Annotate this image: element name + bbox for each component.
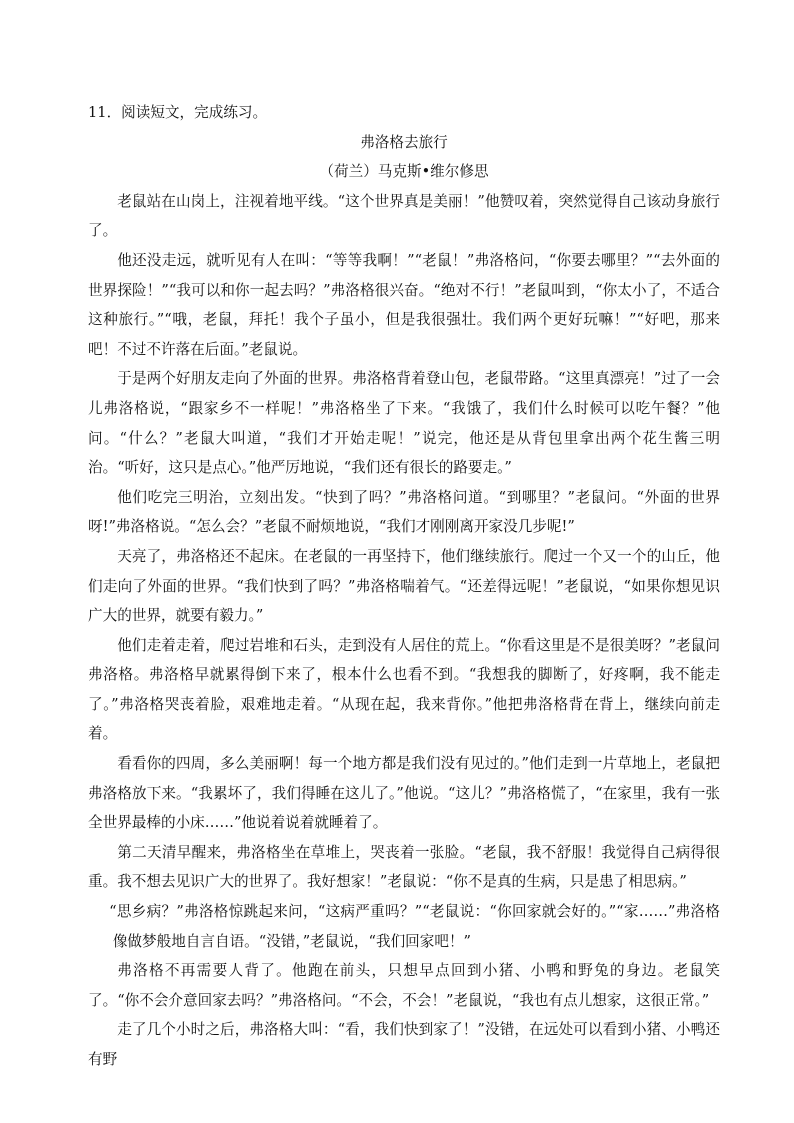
paragraph-11: 走了几个小时之后，弗洛格大叫：“看，我们快到家了！”没错，在远处可以看到小猪、小鸭还有野 <box>88 1021 720 1068</box>
paragraph-8: 第二天清早醒来，弗洛格坐在草堆上，哭丧着一张脸。“老鼠，我不舒服！我觉得自己病得很重。我不想去见识广大的世界了。我好想家！”老鼠说：“你不是真的生病，只是患了相思病。” <box>88 843 720 891</box>
paragraph-3: 于是两个好朋友走向了外面的世界。弗洛格背着登山包，老鼠带路。“这里真漂亮！”过了一会儿弗洛格说，“跟家乡不一样呢！”弗洛格坐了下来。“我饿了，我们什么时候可以吃午餐？”他问。“什么？”老鼠大叫道，“我们才开始走呢！”说完，他还是从背包里拿出两个花生酱三明治。“听好，这只是点心。”他严厉地说，“我们还有很长的路要走。” <box>88 370 720 477</box>
paragraph-5: 天亮了，弗洛格还不起床。在老鼠的一再坚持下，他们继续旅行。爬过一个又一个的山丘，他们走向了外面的世界。“我们快到了吗？”弗洛格喘着气。“还差得远呢！”老鼠说，“如果你想见识广大的世界，就要有毅力。” <box>88 547 720 625</box>
paragraph-10: 弗洛格不再需要人背了。他跑在前头，只想早点回到小猪、小鸭和野兔的身边。老鼠笑了。“你不会介意回家去吗？”弗洛格问。“不会，不会！”老鼠说，“我也有点儿想家，这很正常。” <box>88 962 720 1009</box>
paragraph-7: 看看你的四周，多么美丽啊！每一个地方都是我们没有见过的。”他们走到一片草地上，老鼠把弗洛格放下来。“我累坏了，我们得睡在这儿了。”他说。“这儿？”弗洛格慌了，“在家里，我有一张全世界最棒的小床……”他说着说着就睡着了。 <box>88 755 720 832</box>
paragraph-1: 老鼠站在山岗上，注视着地平线。“这个世界真是美丽！”他赞叹着，突然觉得自己该动身旅行了。 <box>88 192 720 240</box>
question-heading: 11．阅读短文，完成练习。 <box>88 104 268 121</box>
story-title: 弗洛格去旅行 <box>360 133 448 151</box>
paragraph-4: 他们吃完三明治，立刻出发。“快到了吗？”弗洛格问道。“到哪里？”老鼠问。“外面的世界呀!”弗洛格说。“怎么会？”老鼠不耐烦地说，“我们才刚刚离开家没几步呢!” <box>88 488 720 536</box>
paragraph-2: 他还没走远，就听见有人在叫：“等等我啊！”“老鼠！”弗洛格问，“你要去哪里？”“去外面的世界探险！”“我可以和你一起去吗？”弗洛格很兴奋。“绝对不行！”老鼠叫到，“你太小了，不适合这种旅行。”“哦，老鼠，拜托！我个子虽小，但是我很强壮。我们两个更好玩嘛！”“好吧，那来吧！不过不许落在后面。”老鼠说。 <box>88 251 720 358</box>
paragraph-9: “思乡病？”弗洛格惊跳起来问，“这病严重吗？”“老鼠说：“你回家就会好的。”“家……”弗洛格像做梦般地自言自语。“没错，”老鼠说，“我们回家吧！” <box>109 903 720 950</box>
reading-passage <box>88 98 720 1075</box>
paragraph-6: 他们走着走着，爬过岩堆和石头，走到没有人居住的荒上。“你看这里是不是很美呀？”老鼠问弗洛格。弗洛格早就累得倒下来了，根本什么也看不到。“我想我的脚断了，好疼啊，我不能走了。”弗洛格哭丧着脸，艰难地走着。“从现在起，我来背你。”他把弗洛格背在背上，继续向前走着。 <box>88 636 720 743</box>
story-author: （荷兰）马克斯•维尔修思 <box>319 163 489 181</box>
